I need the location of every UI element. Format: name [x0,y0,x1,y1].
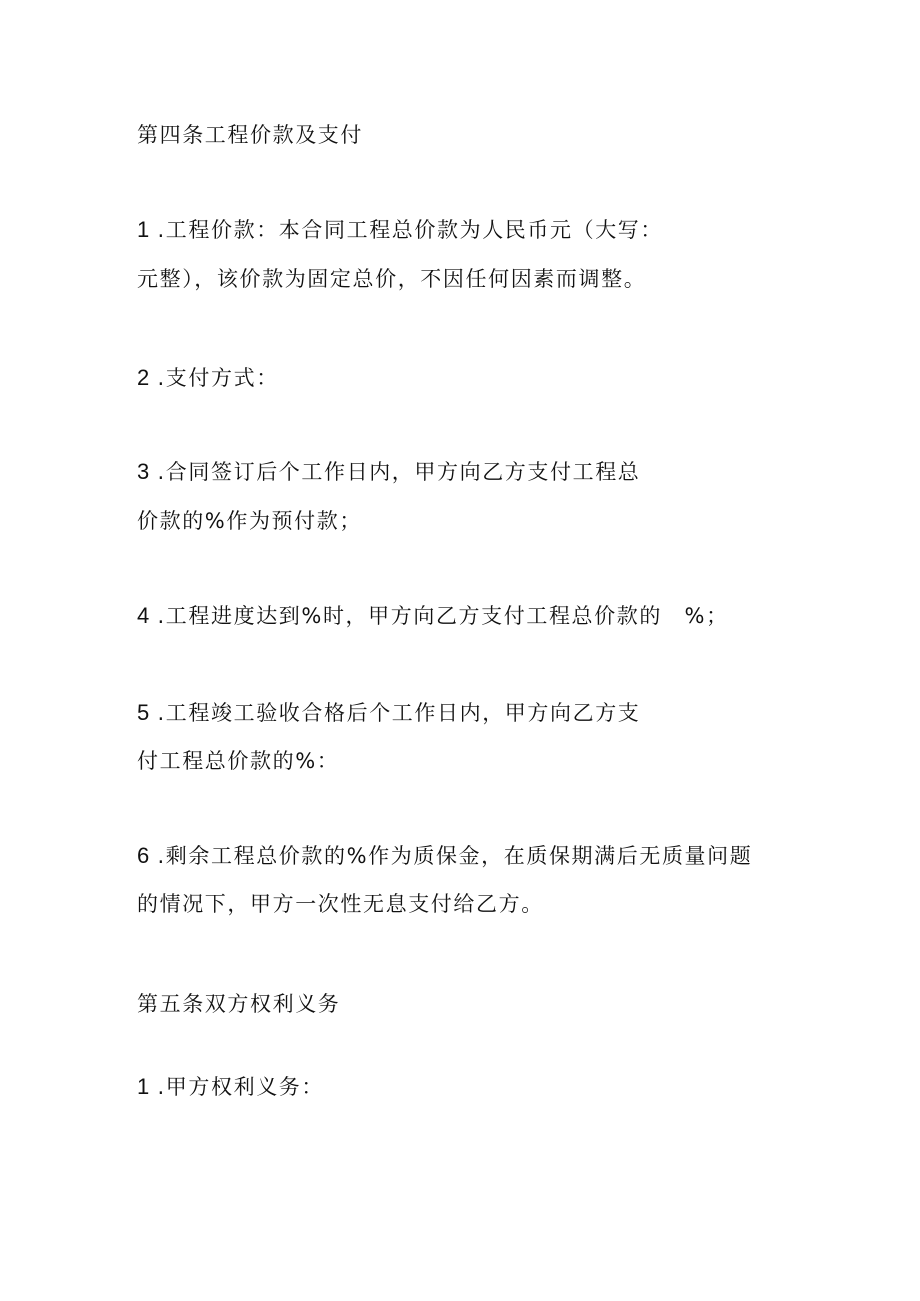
article-4-item-4-line-1 [137,602,729,630]
item-text: .剩余工程总价款的%作为质保金，在质保期满后无质量问题 [149,844,753,868]
item-text: .工程进度达到%时，甲方向乙方支付工程总价款的 %； [149,604,729,628]
item-text: .甲方权利义务： [149,1075,324,1099]
item-text: .支付方式： [149,366,279,390]
item-text: .合同签订后个工作日内，甲方向乙方支付工程总 [149,460,641,484]
article-4-item-6-line-2: 的情况下，甲方一次性无息支付给乙方。 [137,892,544,916]
article-4-item-2-line-1 [137,364,279,392]
item-number: 1 [137,1074,150,1099]
article-4-item-5-line-2: 付工程总价款的%： [137,749,340,773]
item-number: 5 [137,700,150,725]
item-number: 6 [137,843,150,868]
item-text: .工程竣工验收合格后个工作日内，甲方向乙方支 [149,701,641,725]
article-4-item-3-line-2: 价款的%作为预付款； [137,509,362,533]
item-number: 3 [137,459,150,484]
item-number: 2 [137,365,150,390]
item-text: .工程价款：本合同工程总价款为人民币元（大写： [149,218,663,242]
article-4-item-3-line-1 [137,458,640,486]
article-4-item-6-line-1 [137,842,752,870]
article-5-item-1-line-1 [137,1073,324,1101]
article-4-item-5-line-1 [137,699,640,727]
article-5-heading: 第五条双方权利义务 [137,992,341,1016]
article-4-heading: 第四条工程价款及支付 [137,123,363,147]
item-number: 1 [137,217,150,242]
item-number: 4 [137,603,150,628]
article-4-item-1-line-1 [137,216,663,244]
article-4-item-1-line-2: 元整），该价款为固定总价，不因任何因素而调整。 [137,267,647,291]
